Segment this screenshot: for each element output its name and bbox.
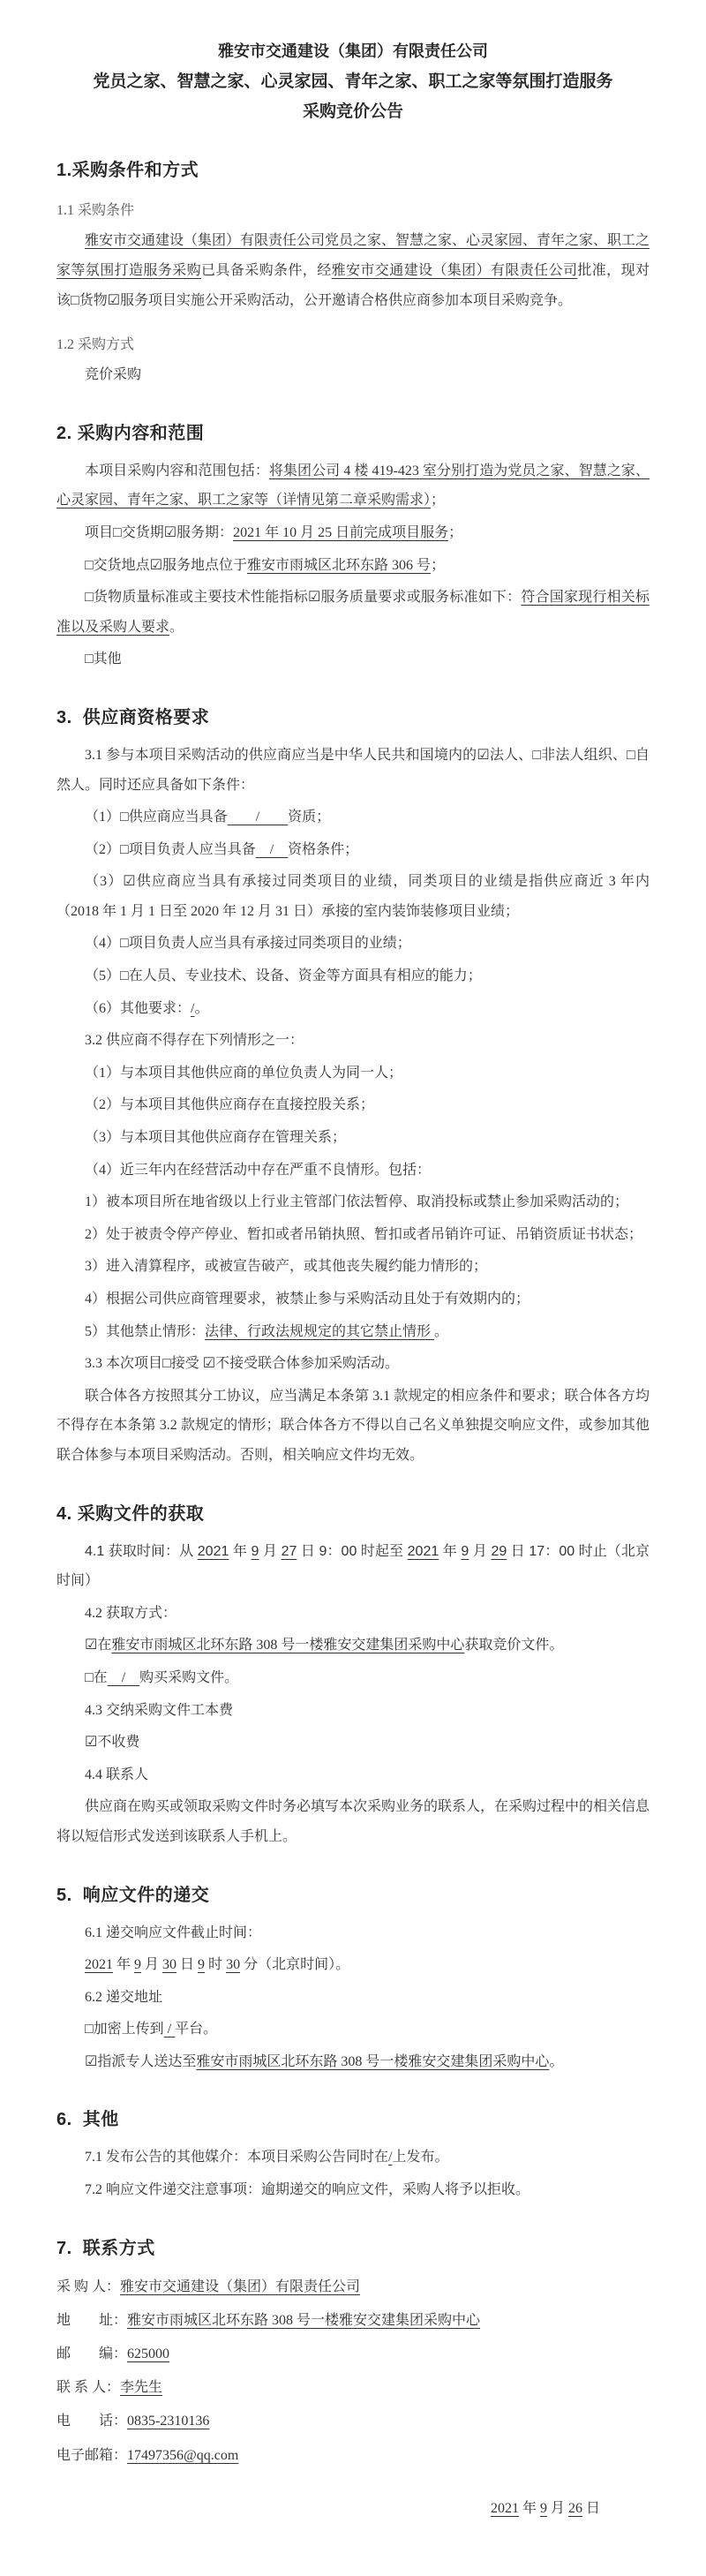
- text-run: 不接受联合体参加采购活动。: [215, 1356, 400, 1372]
- text-run: （3）与本项目其他供应商存在管理关系；: [85, 1130, 347, 1146]
- sec3-2-clause: [56, 1026, 650, 1056]
- sec4-2-option-onsite: [56, 1631, 650, 1661]
- text-run: 1）被本项目所在地省级以上行业主管部门依法暂停、取消投标或禁止参加采购活动的；: [85, 1194, 629, 1210]
- doc-date: [56, 2494, 650, 2524]
- contact-address: [56, 2305, 650, 2336]
- text-run: 6.1 递交响应文件截止时间：: [85, 1924, 262, 1940]
- text-run: 时: [205, 1957, 227, 1973]
- sec4-2-option-buy: [56, 1663, 650, 1693]
- text-run: 4）根据公司供应商管理要求，被禁止参与采购活动且处于有效期内的；: [85, 1292, 530, 1307]
- sec4-heading: [56, 1499, 650, 1525]
- text-run: 货物质量标准或主要技术性能指标: [93, 590, 308, 606]
- text-run: ；: [448, 524, 463, 540]
- sec3-2-item-1: [56, 1058, 650, 1088]
- sec3-1-item-6: [56, 994, 650, 1024]
- sec1-2-subheading: [56, 333, 650, 353]
- sec5-deadline-value: [56, 1950, 650, 1980]
- document-body: [56, 39, 650, 2523]
- text-run: 项目: [85, 524, 114, 540]
- sec6-2-note: [56, 2175, 650, 2205]
- sec3-1-item-1: [56, 802, 650, 832]
- underlined-value: 9: [134, 1957, 142, 1973]
- checkbox-unchecked-icon: □: [113, 524, 122, 540]
- sec4-2-method: [56, 1599, 650, 1629]
- underlined-value: /: [163, 2022, 176, 2037]
- checkbox-unchecked-icon: □: [85, 652, 94, 667]
- text-run: 党员之家、智慧之家、心灵家园、青年之家、职工之家等氛围打造服务采购竞价公告: [93, 72, 613, 122]
- underlined-value: 9: [251, 1543, 259, 1559]
- text-run: 日 17：00 时止（北京时间）: [56, 1543, 650, 1589]
- checkbox-checked-icon: ☑: [85, 1735, 98, 1751]
- text-run: 服务期：: [176, 524, 234, 540]
- checkbox-checked-icon: ☑: [107, 292, 121, 308]
- text-run: 供应商应当具有承接过同类项目的业绩，同类项目的业绩是指供应商近 3 年内（2018 年 1 月 1 日至 2020 年 12 月 31 日）承接的室内装饰装修项目业绩；: [56, 874, 650, 919]
- sec6-heading: [56, 2105, 650, 2130]
- text-run: 3.2 供应商不得存在下列情形之一：: [85, 1033, 304, 1049]
- underlined-value: 0835-2310136: [127, 2414, 210, 2429]
- text-run: 7.1 发布公告的其他媒介：本项目采购公告同时在: [85, 2150, 389, 2165]
- text-run: 电 话：: [56, 2414, 128, 2429]
- sec2-service-location: [56, 551, 650, 581]
- sec4-3-fee: [56, 1696, 650, 1726]
- text-run: （2）: [85, 841, 121, 857]
- sec5-option-upload: [56, 2015, 650, 2045]
- text-run: 加密上传到: [93, 2022, 164, 2037]
- text-run: 货物: [79, 292, 108, 308]
- sec2-service-period: [56, 518, 650, 548]
- doc-title: [56, 39, 650, 62]
- underlined-value: 雅安市交通建设（集团）有限责任公司: [331, 262, 578, 278]
- text-run: 不收费: [97, 1735, 140, 1751]
- sec3-1-item-3: [56, 867, 650, 926]
- text-run: 项目负责人应当具有承接过同类项目的业绩；: [128, 936, 411, 952]
- underlined-value: 符合国家现行相关标准以及采购人要求: [56, 590, 650, 635]
- text-run: 购买采购文件。: [139, 1669, 239, 1685]
- sec3-3-clause: [56, 1349, 650, 1379]
- underlined-value: /: [107, 1669, 140, 1685]
- text-run: 2. 采购内容和范围: [56, 423, 205, 443]
- underlined-value: 625000: [127, 2346, 170, 2362]
- underlined-value: 李先生: [120, 2380, 163, 2396]
- sec6-1-media: [56, 2143, 650, 2173]
- checkbox-unchecked-icon: □: [85, 1669, 94, 1685]
- contact-email: [56, 2440, 650, 2471]
- text-run: 服务项目实施公开采购活动，公开邀请合格供应商参加本项目采购竞争。: [120, 292, 573, 308]
- underlined-value: 30: [226, 1957, 241, 1973]
- underlined-value: 雅安市交通建设（集团）有限责任公司: [120, 2278, 361, 2294]
- text-run: （5）: [85, 968, 121, 984]
- text-run: （4）近三年内在经营活动中存在严重不良情形。包括：: [85, 1162, 432, 1178]
- text-run: 月: [469, 1543, 492, 1559]
- sec3-2-subitem-4: [56, 1284, 650, 1314]
- text-run: 。: [549, 2053, 564, 2069]
- sec3-heading: [56, 703, 650, 728]
- underlined-value: 雅安市雨城区北环东路 306 号: [247, 557, 432, 573]
- checkbox-checked-icon: ☑: [85, 2053, 98, 2069]
- text-run: 月: [259, 1543, 282, 1559]
- text-run: 5. 响应文件的递交: [56, 1885, 210, 1905]
- text-run: 2）处于被责令停产停业、暂扣或者吊销执照、暂扣或者吊销许可证、吊销资质证书状态；: [85, 1226, 643, 1242]
- underlined-value: 9: [461, 1543, 469, 1559]
- text-run: 法人、: [489, 747, 533, 763]
- sec2-other: [56, 644, 650, 674]
- doc-subtitle: [88, 67, 618, 127]
- underlined-value: 2021: [85, 1957, 113, 1973]
- sec5-deadline-label: [56, 1918, 650, 1948]
- text-run: 在: [97, 1638, 112, 1653]
- underlined-value: /: [227, 810, 289, 825]
- text-run: 已具备采购条件，经: [201, 262, 332, 278]
- text-run: 服务质量要求或服务标准如下：: [320, 590, 522, 606]
- text-run: 其他: [93, 652, 122, 667]
- text-run: 3.1 参与本项目采购活动的供应商应当是中华人民共和国境内的: [85, 747, 477, 763]
- sec3-2-subitem-1: [56, 1187, 650, 1217]
- underlined-value: 2021: [407, 1543, 439, 1559]
- text-run: 日: [176, 1957, 199, 1973]
- underlined-value: 法律、行政法规规定的其它禁止情形: [205, 1323, 435, 1339]
- text-run: 电子邮箱：: [56, 2447, 128, 2463]
- text-run: （2）与本项目其他供应商存在直接控股关系；: [85, 1097, 375, 1113]
- underlined-value: /: [388, 2150, 393, 2165]
- underlined-value: /: [191, 1000, 195, 1016]
- sec2-scope-paragraph: [56, 456, 650, 516]
- underlined-value: 9: [539, 2500, 547, 2516]
- text-run: 上发布。: [392, 2150, 449, 2165]
- text-run: （3）: [85, 874, 124, 890]
- text-run: 非法人组织、: [541, 747, 627, 763]
- text-run: 4.4 联系人: [85, 1766, 149, 1782]
- text-run: 1.1 采购条件: [56, 203, 135, 219]
- sec3-1-item-2: [56, 835, 650, 865]
- text-run: 。: [169, 619, 184, 635]
- sec3-2-subitem-2: [56, 1220, 650, 1250]
- text-run: 。: [434, 1323, 449, 1339]
- sec3-2-subitem-5: [56, 1317, 650, 1347]
- text-run: 7.2 响应文件递交注意事项：逾期递交的响应文件，采购人将予以拒收。: [85, 2182, 530, 2198]
- sec1-1-paragraph: [56, 226, 650, 315]
- text-run: （1）: [85, 810, 121, 825]
- text-run: 竞价采购: [85, 367, 142, 383]
- text-run: 交货期: [121, 524, 164, 540]
- checkbox-checked-icon: ☑: [477, 747, 490, 763]
- text-run: 资格条件；: [288, 841, 359, 857]
- underlined-value: 将集团公司 4 楼 419-423 室分别打造为党员之家、智慧之家、心灵家园、青年之家、职工之家等（详情见第二章采购需求）: [56, 463, 650, 508]
- underlined-value: 26: [567, 2500, 582, 2516]
- text-run: 项目负责人应当具备: [128, 841, 256, 857]
- checkbox-checked-icon: ☑: [149, 557, 163, 573]
- text-run: （6）其他要求：: [85, 1000, 192, 1016]
- text-run: 地 址：: [56, 2312, 128, 2328]
- sec2-quality-standard: [56, 583, 650, 642]
- sec4-4-contact: [56, 1760, 650, 1790]
- underlined-value: 30: [162, 1957, 177, 1973]
- sec5-heading: [56, 1880, 650, 1906]
- checkbox-unchecked-icon: □: [120, 936, 129, 952]
- text-run: 4.2 获取方式：: [85, 1605, 177, 1621]
- sec3-3-consortium-paragraph: [56, 1382, 650, 1471]
- text-run: 自然人。同时还应具备如下条件：: [56, 747, 650, 793]
- contact-purchaser: [56, 2271, 650, 2302]
- text-run: （4）: [85, 936, 121, 952]
- underlined-value: 雅安市雨城区北环东路 308 号一楼雅安交建集团采购中心: [111, 1638, 465, 1653]
- text-run: 供应商在购买或领取采购文件时务必填写本次采购业务的联系人，在采购过程中的相关信息将以短信形式发送到该联系人手机上。: [56, 1799, 650, 1844]
- sec3-1-clause: [56, 741, 650, 800]
- sec1-heading: [56, 155, 650, 181]
- sec3-2-item-4: [56, 1156, 650, 1186]
- sec3-2-item-3: [56, 1123, 650, 1153]
- underlined-value: 27: [281, 1543, 297, 1559]
- checkbox-unchecked-icon: □: [120, 810, 129, 825]
- sec5-option-deliver: [56, 2047, 650, 2077]
- text-run: 在: [93, 1669, 108, 1685]
- text-run: 4.3 交纳采购文件工本费: [85, 1702, 234, 1718]
- text-run: （1）与本项目其他供应商的单位负责人为同一人；: [85, 1065, 403, 1081]
- text-run: 指派专人送达至: [97, 2053, 197, 2069]
- checkbox-checked-icon: ☑: [202, 1356, 216, 1372]
- text-run: 采 购 人：: [56, 2278, 121, 2294]
- sec5-address-label: [56, 1983, 650, 2013]
- checkbox-unchecked-icon: □: [627, 747, 635, 763]
- text-run: 6. 其他: [56, 2110, 119, 2130]
- text-run: 日: [582, 2500, 600, 2516]
- text-run: 邮 编：: [56, 2346, 128, 2362]
- underlined-value: 9: [198, 1957, 206, 1973]
- checkbox-checked-icon: ☑: [85, 1638, 98, 1653]
- sec7-heading: [56, 2233, 650, 2259]
- text-run: ；: [431, 557, 446, 573]
- checkbox-unchecked-icon: □: [85, 2022, 94, 2037]
- text-run: 获取竞价文件。: [464, 1638, 564, 1653]
- checkbox-unchecked-icon: □: [162, 1356, 171, 1372]
- sec3-2-item-2: [56, 1090, 650, 1120]
- sec2-heading: [56, 418, 650, 444]
- underlined-value: 2021: [490, 2500, 519, 2516]
- sec3-1-item-5: [56, 961, 650, 991]
- text-run: 1.采购条件和方式: [56, 161, 199, 181]
- text-run: 年: [439, 1543, 462, 1559]
- checkbox-unchecked-icon: □: [71, 292, 79, 308]
- text-run: 7. 联系方式: [56, 2238, 155, 2258]
- underlined-value: 雅安市雨城区北环东路 308 号一楼雅安交建集团采购中心: [127, 2312, 481, 2328]
- text-run: 分（北京时间）。: [240, 1957, 350, 1973]
- text-run: 本项目采购内容和范围包括：: [85, 463, 269, 478]
- sec3-2-subitem-3: [56, 1252, 650, 1282]
- text-run: 5）其他禁止情形：: [85, 1323, 206, 1339]
- text-run: 4. 采购文件的获取: [56, 1503, 205, 1524]
- sec1-1-subheading: [56, 199, 650, 219]
- text-run: 平台。: [175, 2022, 218, 2037]
- checkbox-checked-icon: ☑: [163, 524, 177, 540]
- contact-phone: [56, 2406, 650, 2437]
- text-run: 3.3 本次项目: [85, 1356, 163, 1372]
- text-run: 批准，现对该: [56, 262, 650, 308]
- text-run: 联合体各方按照其分工协议，应当满足本条第 3.1 款规定的相应条件和要求；联合体各方均不得存在本条第 3.2 款规定的情形；联合体各方不得以自己名义单独提交响应文件，或参加其他联合体参与本项目采购活动。否则，相关响应文件均无效。: [56, 1388, 650, 1463]
- text-run: 联 系 人：: [56, 2380, 121, 2396]
- text-run: 年: [113, 1957, 135, 1973]
- text-run: 雅安市交通建设（集团）有限责任公司: [218, 42, 488, 60]
- text-run: 月: [546, 2500, 568, 2516]
- underlined-value: 29: [491, 1543, 507, 1559]
- text-run: 接受: [170, 1356, 203, 1372]
- text-run: 1.2 采购方式: [56, 337, 135, 353]
- checkbox-unchecked-icon: □: [120, 968, 129, 984]
- text-run: 服务地点位于: [162, 557, 248, 573]
- checkbox-unchecked-icon: □: [120, 841, 129, 857]
- underlined-value: /: [255, 841, 289, 857]
- text-run: 。: [194, 1000, 209, 1016]
- text-run: 3. 供应商资格要求: [56, 707, 210, 727]
- text-run: 月: [141, 1957, 163, 1973]
- checkbox-unchecked-icon: □: [532, 747, 542, 763]
- text-run: ；: [431, 493, 446, 508]
- sec4-4-note: [56, 1792, 650, 1851]
- text-run: 年: [229, 1543, 252, 1559]
- text-run: 交货地点: [93, 557, 150, 573]
- underlined-value: 雅安市雨城区北环东路 308 号一楼雅安交建集团采购中心: [196, 2053, 550, 2069]
- text-run: 供应商应当具备: [128, 810, 228, 825]
- contact-postcode: [56, 2339, 650, 2369]
- checkbox-unchecked-icon: □: [85, 557, 94, 573]
- text-run: 年: [518, 2500, 540, 2516]
- sec3-1-item-4: [56, 929, 650, 959]
- underlined-value: 2021 年 10 月 25 日前完成项目服务: [233, 524, 449, 540]
- text-run: 4.1 获取时间：从: [85, 1543, 198, 1559]
- checkbox-checked-icon: ☑: [123, 874, 136, 890]
- sec4-3-free: [56, 1728, 650, 1758]
- text-run: 资质；: [288, 810, 331, 825]
- checkbox-unchecked-icon: □: [85, 590, 94, 606]
- underlined-value: 2021: [197, 1543, 229, 1559]
- sec4-1-time: [56, 1537, 650, 1596]
- text-run: 6.2 递交地址: [85, 1989, 163, 2005]
- underlined-value: 17497356@qq.com: [127, 2447, 239, 2463]
- text-run: 在人员、专业技术、设备、资金等方面具有相应的能力；: [128, 968, 482, 984]
- text-run: 3）进入清算程序，或被宣告破产，或其他丧失履约能力情形的；: [85, 1259, 488, 1275]
- sec1-2-method: [56, 360, 650, 390]
- text-run: 日 9：00 时起至: [297, 1543, 408, 1559]
- checkbox-checked-icon: ☑: [307, 590, 321, 606]
- underlined-value: 雅安市交通建设（集团）有限责任公司党员之家、智慧之家、心灵家园、青年之家、职工之家等氛围打造服务采购: [56, 233, 650, 278]
